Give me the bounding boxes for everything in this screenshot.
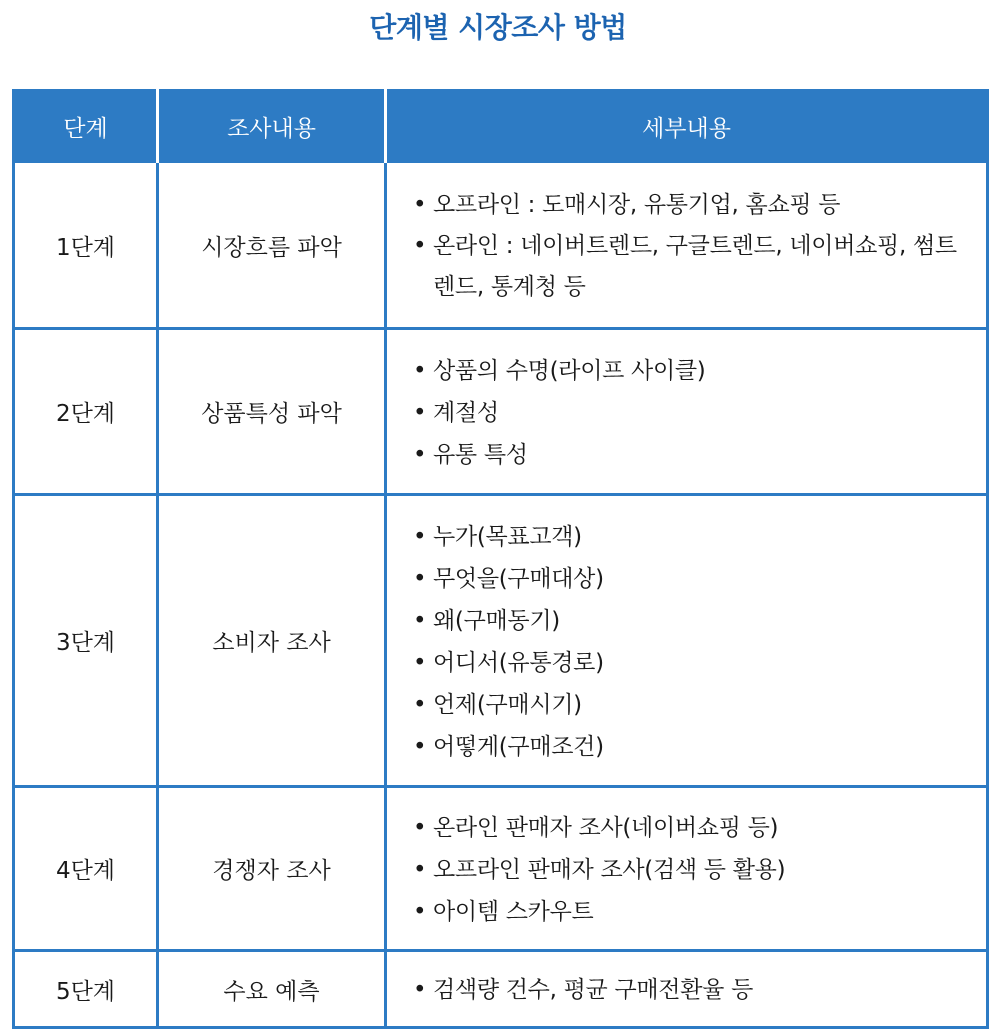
column-header-details: 세부내용 — [386, 91, 988, 162]
content-cell: 소비자 조사 — [158, 495, 386, 787]
bullet-icon: • — [413, 399, 427, 426]
detail-text: 누가(목표고객) — [433, 523, 582, 550]
bullet-icon: • — [413, 441, 427, 468]
bullet-icon: • — [413, 733, 427, 760]
list-item — [413, 392, 976, 434]
detail-text: 온라인 : 네이버트렌드, 구글트렌드, 네이버쇼핑, 썸트렌드, 통계청 등 — [433, 233, 957, 300]
details-cell — [386, 787, 988, 951]
list-item — [413, 642, 976, 684]
bullet-icon: • — [413, 977, 427, 1003]
detail-list — [413, 516, 976, 768]
details-cell — [386, 951, 988, 1028]
detail-text: 어떻게(구매조건) — [433, 733, 604, 760]
research-steps-table — [12, 89, 989, 1029]
details-cell — [386, 495, 988, 787]
list-item — [413, 350, 976, 392]
detail-list — [413, 350, 976, 476]
table-row — [14, 951, 988, 1028]
list-item — [413, 684, 976, 726]
list-item — [413, 807, 976, 849]
detail-text: 무엇을(구매대상) — [433, 565, 604, 592]
detail-text: 검색량 건수, 평균 구매전환율 등 — [433, 977, 753, 1003]
list-item — [413, 849, 976, 891]
stage-cell: 1단계 — [14, 162, 158, 329]
list-item — [413, 969, 976, 1011]
page-title: 단계별 시장조사 방법 — [369, 11, 627, 44]
detail-text: 왜(구매동기) — [433, 607, 560, 634]
content-cell: 시장흐름 파악 — [158, 162, 386, 329]
detail-text: 계절성 — [433, 399, 499, 426]
stage-cell: 4단계 — [14, 787, 158, 951]
column-header-stage: 단계 — [14, 91, 158, 162]
bullet-icon: • — [413, 898, 427, 925]
details-cell — [386, 162, 988, 329]
detail-list — [413, 184, 976, 308]
content-cell: 수요 예측 — [158, 951, 386, 1028]
detail-text: 유통 특성 — [433, 441, 528, 468]
bullet-icon: • — [413, 856, 427, 883]
list-item — [413, 726, 976, 768]
list-item — [413, 558, 976, 600]
stage-cell: 2단계 — [14, 329, 158, 495]
detail-text: 오프라인 : 도매시장, 유통기업, 홈쇼핑 등 — [433, 192, 841, 218]
bullet-icon: • — [413, 523, 427, 550]
bullet-icon: • — [413, 649, 427, 676]
bullet-icon: • — [413, 565, 427, 592]
detail-list — [413, 807, 976, 933]
table-row — [14, 495, 988, 787]
bullet-icon: • — [413, 192, 427, 218]
detail-text: 온라인 판매자 조사(네이버쇼핑 등) — [433, 814, 779, 841]
detail-text: 아이템 스카우트 — [433, 898, 594, 925]
table-header-row — [14, 91, 988, 162]
list-item — [413, 600, 976, 642]
detail-list — [413, 969, 976, 1011]
content-cell: 상품특성 파악 — [158, 329, 386, 495]
bullet-icon: • — [413, 814, 427, 841]
list-item — [413, 434, 976, 476]
bullet-icon: • — [413, 691, 427, 718]
table-row — [14, 787, 988, 951]
stage-cell: 5단계 — [14, 951, 158, 1028]
table-row — [14, 162, 988, 329]
bullet-icon: • — [413, 607, 427, 634]
table-row — [14, 329, 988, 495]
bullet-icon: • — [413, 233, 427, 259]
detail-text: 상품의 수명(라이프 사이클) — [433, 357, 706, 384]
list-item — [413, 226, 976, 308]
bullet-icon: • — [413, 357, 427, 384]
details-cell — [386, 329, 988, 495]
detail-text: 어디서(유통경로) — [433, 649, 604, 676]
stage-cell: 3단계 — [14, 495, 158, 787]
column-header-content: 조사내용 — [158, 91, 386, 162]
detail-text: 오프라인 판매자 조사(검색 등 활용) — [433, 856, 786, 883]
list-item — [413, 184, 976, 226]
list-item — [413, 891, 976, 933]
detail-text: 언제(구매시기) — [433, 691, 582, 718]
list-item — [413, 516, 976, 558]
content-cell: 경쟁자 조사 — [158, 787, 386, 951]
